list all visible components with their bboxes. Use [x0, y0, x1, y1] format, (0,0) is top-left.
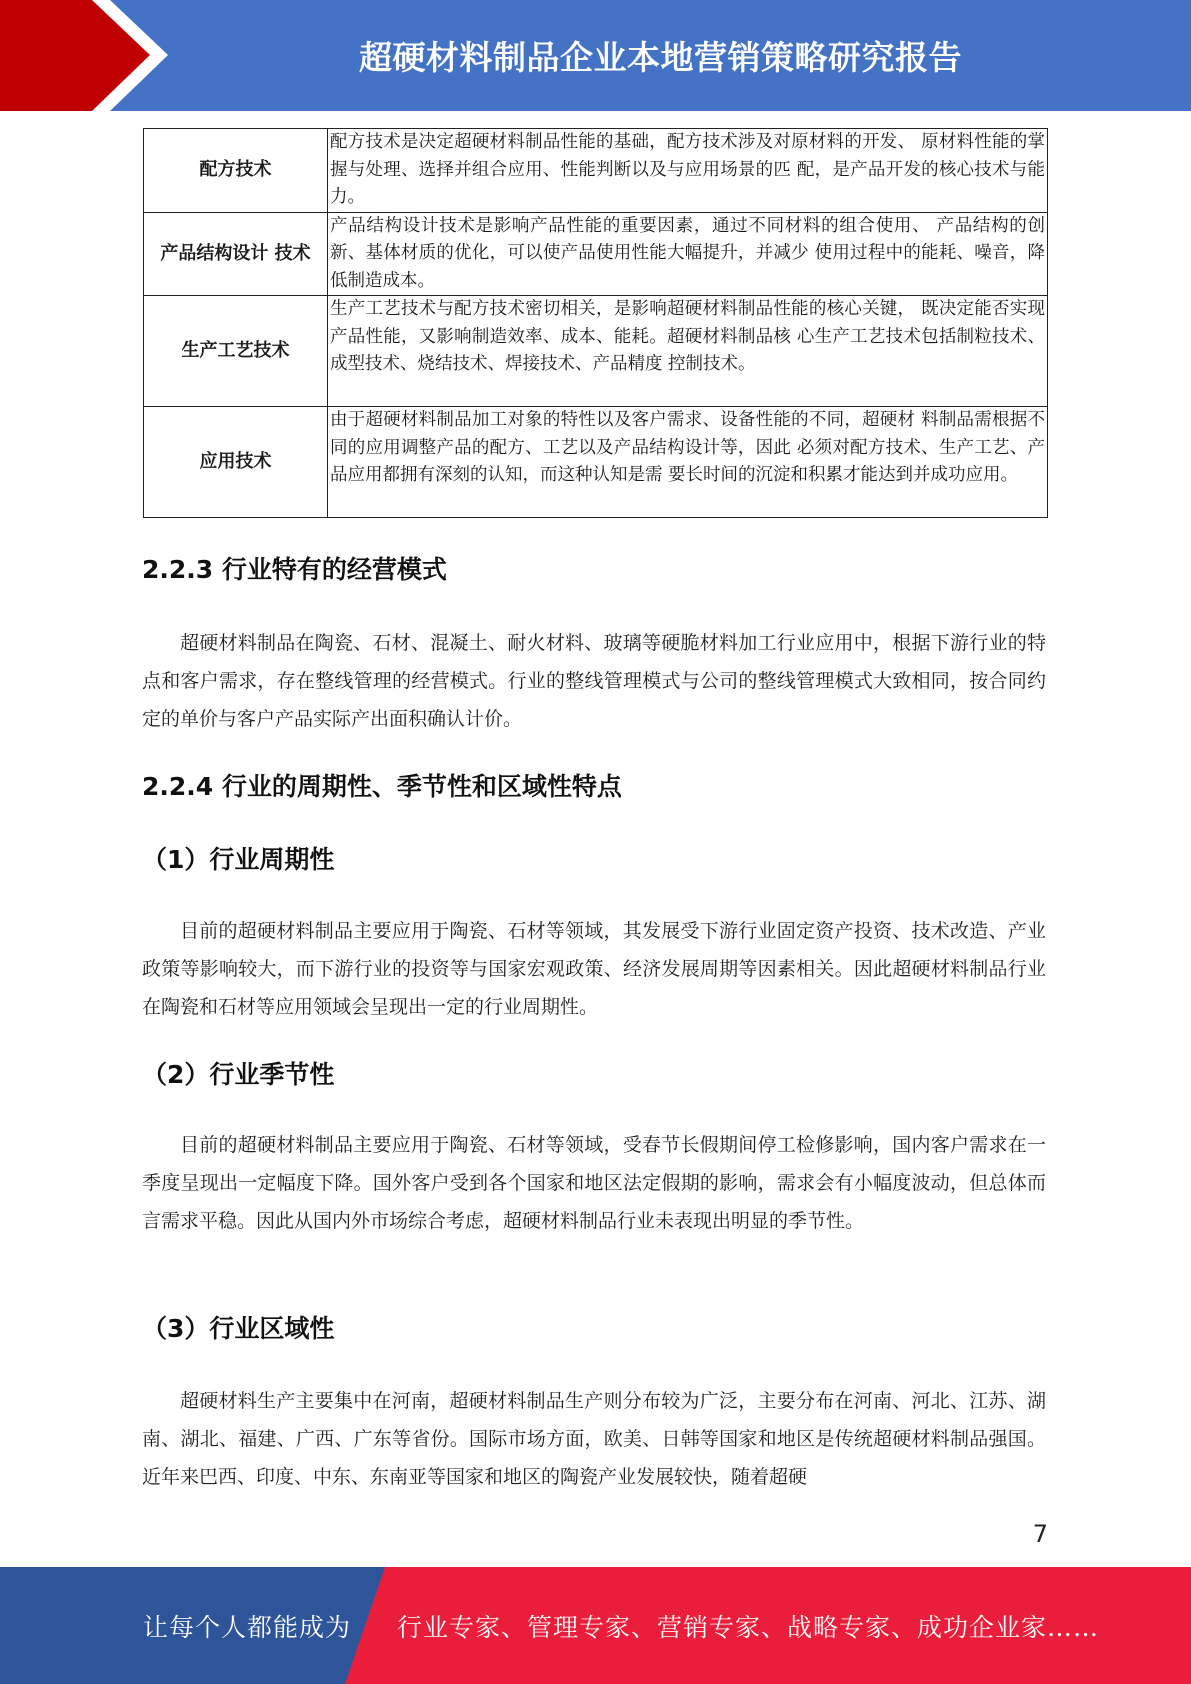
- paragraph-regionality: 超硬材料生产主要集中在河南，超硬材料制品生产则分布较为广泛，主要分布在河南、河北、江苏、湖南、湖北、福建、广西、广东等省份。国际市场方面，欧美、日韩等国家和地区是传统超硬材料制品强国。近年来巴西、印度、中东、东南亚等国家和地区的陶瓷产业发展较快，随着超硬: [142, 1390, 1046, 1488]
- report-title: 超硬材料制品企业本地营销策略研究报告: [359, 38, 962, 77]
- paragraph-seasonality: 目前的超硬材料制品主要应用于陶瓷、石材等领域，受春节长假期间停工检修影响，国内客户需求在一季度呈现出一定幅度下降。国外客户受到各个国家和地区法定假期的影响，需求会有小幅度波动，但总体而言需求平稳。因此从国内外市场综合考虑，超硬材料制品行业未表现出明显的季节性。: [142, 1134, 1046, 1232]
- tech-name: 生产工艺技术: [144, 296, 328, 407]
- tech-description: 生产工艺技术与配方技术密切相关，是影响超硬材料制品性能的核心关键， 既决定能否实现产品性能，又影响制造效率、成本、能耗。超硬材料制品核 心生产工艺技术包括制粒技术、成型技术、烧结技术、焊接技术、产品精度 控制技术。: [328, 296, 1048, 407]
- tech-name: 应用技术: [144, 407, 328, 518]
- table-row: [144, 129, 1048, 213]
- table-row: [144, 212, 1048, 296]
- technology-table: [143, 128, 1048, 518]
- page-number: 7: [1032, 1520, 1048, 1548]
- tech-description: 产品结构设计技术是影响产品性能的重要因素，通过不同材料的组合使用、 产品结构的创新、基体材质的优化，可以使产品使用性能大幅提升，并减少 使用过程中的能耗、噪音，降低制造成本。: [328, 212, 1048, 296]
- page-footer: [0, 1567, 1191, 1684]
- tech-description: 配方技术是决定超硬材料制品性能的基础，配方技术涉及对原材料的开发、 原材料性能的掌握与处理、选择并组合应用、性能判断以及与应用场景的匹 配，是产品开发的核心技术与能力。: [328, 129, 1048, 213]
- paragraph-cyclicality: 目前的超硬材料制品主要应用于陶瓷、石材等领域，其发展受下游行业固定资产投资、技术改造、产业政策等影响较大，而下游行业的投资等与国家宏观政策、经济发展周期等因素相关。因此超硬材料制品行业在陶瓷和石材等应用领域会呈现出一定的行业周期性。: [142, 920, 1046, 1018]
- table-row: [144, 407, 1048, 518]
- page-header: [0, 0, 1191, 111]
- section-heading-2-2-3: 2.2.3 行业特有的经营模式: [142, 555, 447, 584]
- subheading-regionality: （3）行业区域性: [142, 1314, 335, 1343]
- footer-slogan-right: 行业专家、管理专家、营销专家、战略专家、成功企业家……: [397, 1612, 1100, 1642]
- subheading-seasonality: （2）行业季节性: [142, 1060, 335, 1089]
- section-heading-2-2-4: 2.2.4 行业的周期性、季节性和区域性特点: [142, 772, 622, 801]
- subheading-cyclicality: （1）行业周期性: [142, 845, 335, 874]
- table-row: [144, 296, 1048, 407]
- tech-name: 配方技术: [144, 129, 328, 213]
- tech-description: 由于超硬材料制品加工对象的特性以及客户需求、设备性能的不同，超硬材 料制品需根据不同的应用调整产品的配方、工艺以及产品结构设计等，因此 必须对配方技术、生产工艺、产品应用都拥有深刻的认知，而这种认知是需 要长时间的沉淀和积累才能达到并成功应用。: [328, 407, 1048, 518]
- tech-name: 产品结构设计 技术: [144, 212, 328, 296]
- footer-slogan-left: 让每个人都能成为: [143, 1612, 352, 1642]
- section-paragraph-2-2-3: 超硬材料制品在陶瓷、石材、混凝土、耐火材料、玻璃等硬脆材料加工行业应用中，根据下游行业的特点和客户需求，存在整线管理的经营模式。行业的整线管理模式与公司的整线管理模式大致相同，按合同约定的单价与客户产品实际产出面积确认计价。: [142, 632, 1046, 730]
